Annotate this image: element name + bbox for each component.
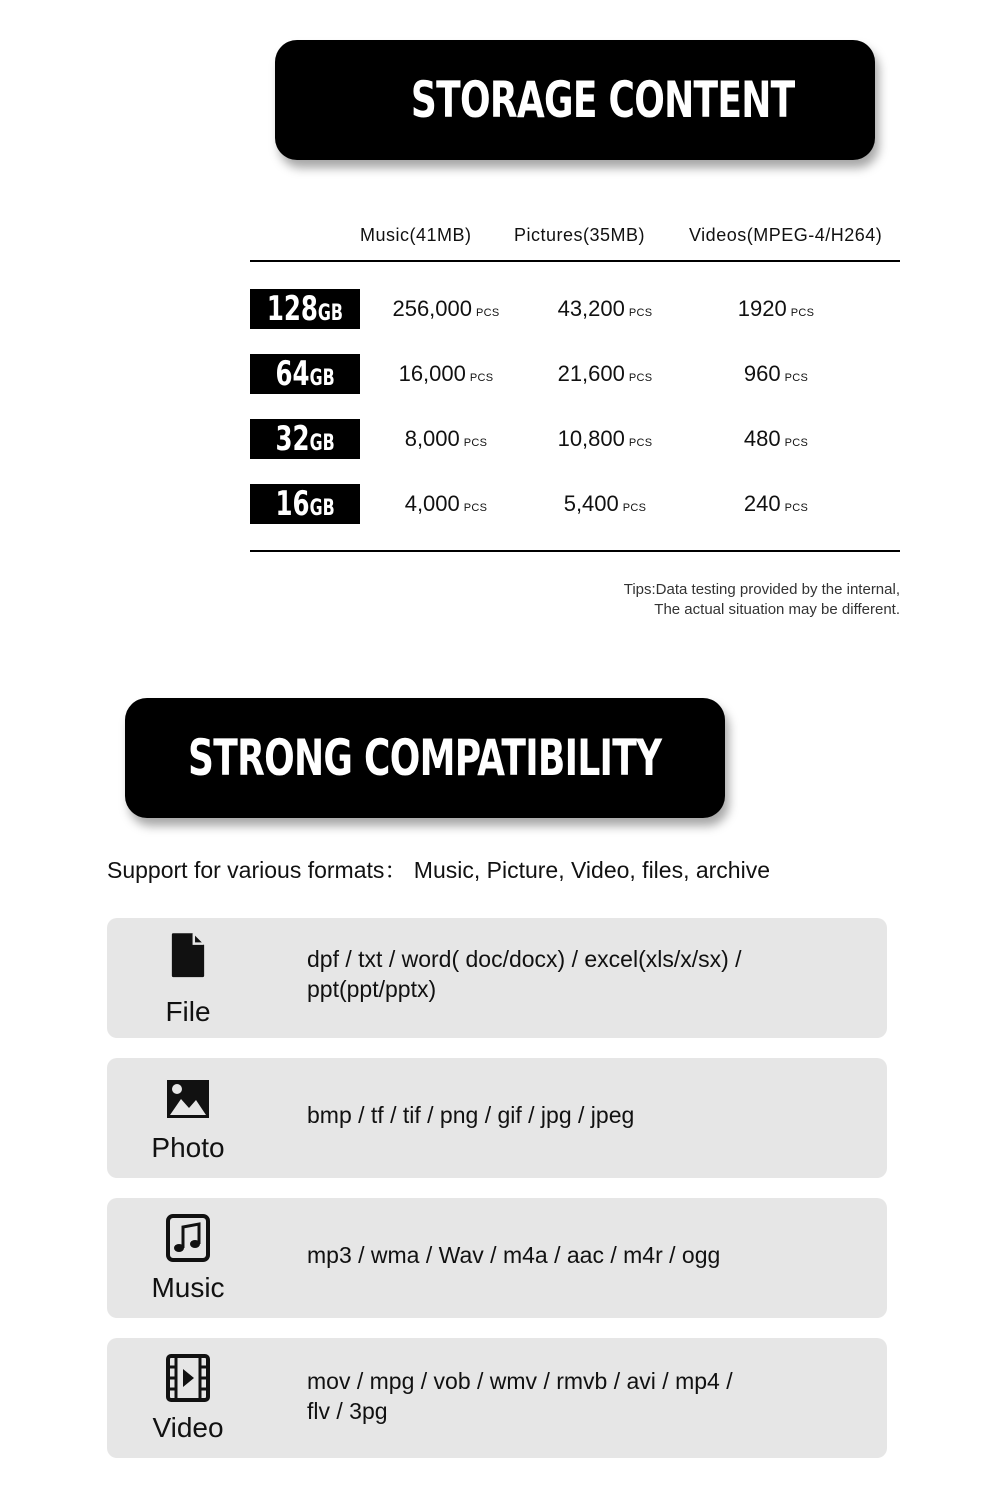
music-icon (166, 1214, 210, 1262)
pcs-unit: PCS (622, 502, 647, 514)
storage-content-banner (275, 40, 875, 160)
table-cell-pictures: 10,800 PCS (557, 426, 653, 451)
table-cell-videos: 1920 PCS (737, 296, 815, 321)
format-label: Video (152, 1412, 224, 1443)
pcs-unit: PCS (628, 372, 653, 384)
format-label: File (165, 996, 211, 1027)
pcs-unit: PCS (784, 437, 809, 449)
format-description: mov / mpg / vob / wmv / rmvb / avi / mp4 / flv / 3pg (307, 1368, 733, 1424)
capacity-badge-16gb (250, 484, 360, 524)
pcs-unit: PCS (790, 307, 815, 319)
capacity-unit: GB (309, 431, 335, 456)
capacity-badge-64gb (250, 354, 360, 394)
pcs-unit: PCS (628, 307, 653, 319)
format-card-file (107, 918, 887, 1038)
tips-line: The actual situation may be different. (654, 601, 900, 618)
support-formats-text: Support for various formats： Music, Picture, Video, files, archive (107, 857, 771, 883)
format-label: Photo (151, 1132, 225, 1163)
strong-compatibility-title: STRONG COMPATIBILITY (188, 729, 662, 787)
table-cell-music: 256,000 PCS (392, 296, 500, 321)
file-icon (166, 932, 210, 980)
tips-line: Tips:Data testing provided by the internal, (623, 581, 900, 598)
pcs-unit: PCS (628, 437, 653, 449)
table-top-divider (250, 260, 900, 262)
pcs-unit: PCS (469, 372, 494, 384)
table-cell-pictures: 21,600 PCS (557, 361, 653, 386)
format-description: dpf / txt / word( doc/docx) / excel(xls/x/sx) / ppt(ppt/pptx) (307, 946, 742, 1002)
table-cell-videos: 480 PCS (743, 426, 809, 451)
format-description: mp3 / wma / Wav / m4a / aac / m4r / ogg (307, 1242, 721, 1268)
video-icon (166, 1354, 210, 1402)
capacity-badge-128gb (250, 289, 360, 329)
table-cell-videos: 240 PCS (743, 491, 809, 516)
capacity-unit: GB (309, 496, 335, 521)
table-bottom-divider (250, 550, 900, 552)
table-cell-videos: 960 PCS (743, 361, 809, 386)
tips-note (624, 580, 900, 620)
storage-content-title: STORAGE CONTENT (410, 71, 795, 129)
pcs-unit: PCS (463, 437, 488, 449)
capacity-unit: GB (318, 301, 344, 326)
format-card-music (107, 1198, 887, 1318)
pcs-unit: PCS (784, 502, 809, 514)
column-header-pictures: Pictures(35MB) (514, 225, 646, 245)
capacity-badge-32gb (250, 419, 360, 459)
capacity-unit: GB (309, 366, 335, 391)
pcs-unit: PCS (784, 372, 809, 384)
format-card-video (107, 1338, 887, 1458)
table-cell-music: 4,000 PCS (404, 491, 488, 516)
format-label: Music (151, 1272, 225, 1303)
capacity-number: 16 (275, 484, 310, 524)
capacity-number: 128 (266, 289, 319, 329)
capacity-number: 32 (275, 419, 310, 459)
format-description: bmp / tf / tif / png / gif / jpg / jpeg (307, 1102, 635, 1128)
pcs-unit: PCS (476, 307, 500, 319)
capacity-number: 64 (275, 354, 310, 394)
table-cell-pictures: 5,400 PCS (563, 491, 647, 516)
column-header-music: Music(41MB) (360, 225, 472, 245)
column-header-videos: Videos(MPEG-4/H264) (689, 225, 883, 245)
pcs-unit: PCS (463, 502, 488, 514)
photo-icon (166, 1076, 210, 1124)
format-card-photo (107, 1058, 887, 1178)
table-cell-music: 8,000 PCS (404, 426, 488, 451)
table-cell-pictures: 43,200 PCS (557, 296, 653, 321)
table-cell-music: 16,000 PCS (398, 361, 494, 386)
strong-compatibility-banner (125, 698, 725, 818)
